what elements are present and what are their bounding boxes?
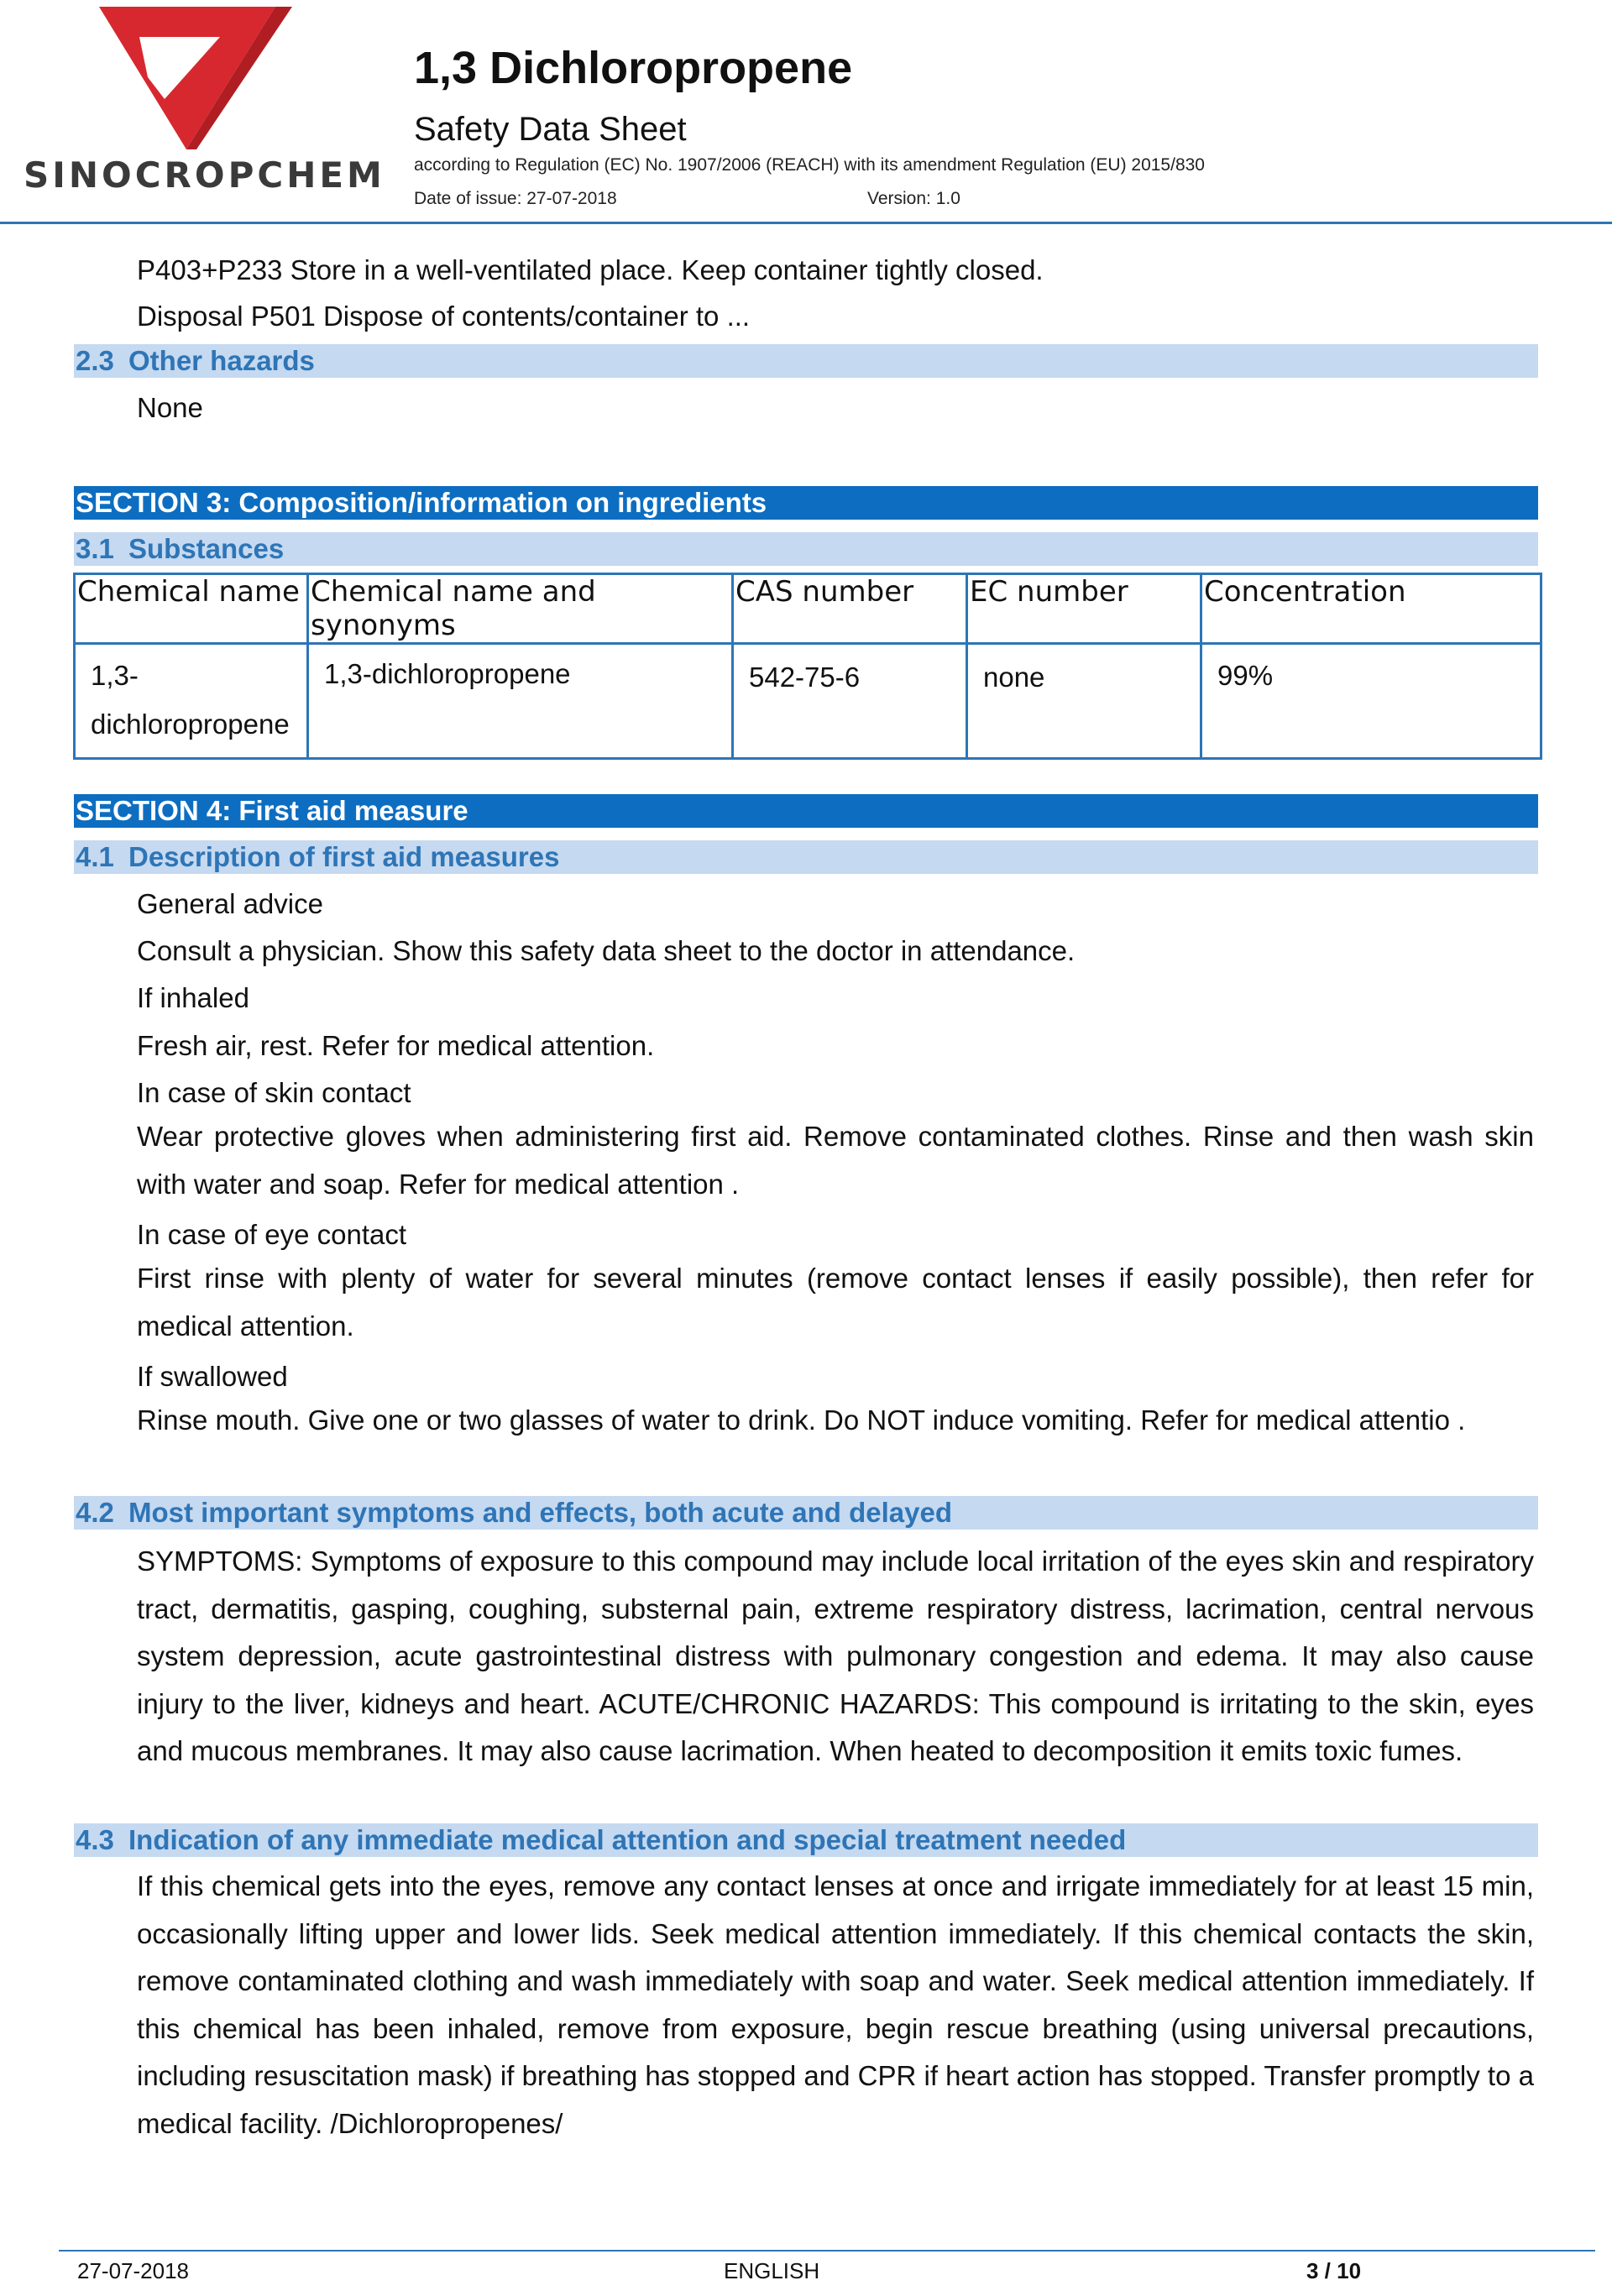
storage-statement: P403+P233 Store in a well-ventilated place. Keep container tightly closed. [137, 254, 1044, 285]
medical-attention-text: If this chemical gets into the eyes, remove any contact lenses at once and irrigate immediately for at least 15 min, occasionally lifting upper and lower lids. Seek medical attention immediately. If this chemical contacts the skin, remove contaminated clothing and wash immediately with soap and water. Seek medical attention immediately. If this chemical has been inhaled, remove from exposure, begin rescue breathing (using universal precautions, including resuscitation mask) if breathing has stopped and CPR if heart action has stopped. Transfer promptly to a medical facility. /Dichloropropenes/ [137, 1870, 1534, 2139]
footer-language: ENGLISH [724, 2258, 820, 2283]
regulation-note: according to Regulation (EC) No. 1907/2006 (REACH) with its amendment Regulation (EU) 2015/830 [414, 155, 1205, 175]
subsection-title-medical-attention: Indication of any immediate medical attention and special treatment needed [128, 1824, 1127, 1855]
other-hazards-body: None [137, 392, 203, 423]
composition-table [73, 573, 1542, 760]
table-row [75, 644, 1541, 759]
subsection-title-other-hazards: Other hazards [128, 345, 315, 376]
subsection-title-first-aid: Description of first aid measures [128, 841, 560, 872]
general-advice-text: Consult a physician. Show this safety data sheet to the doctor in attendance. [137, 935, 1076, 966]
document-title: 1,3 Dichloropropene [414, 43, 853, 93]
subsection-title-symptoms: Most important symptoms and effects, both acute and delayed [128, 1497, 952, 1528]
cell-line: 1,3- [91, 660, 139, 691]
subsection-number: 4.2 [76, 1497, 114, 1528]
inhaled-text: Fresh air, rest. Refer for medical attention. [137, 1030, 655, 1061]
version: Version: 1.0 [867, 189, 960, 208]
section-title-4: SECTION 4: First aid measure [76, 795, 468, 826]
table-cell [75, 644, 308, 759]
table-header-row [75, 574, 1541, 644]
table-cell [308, 644, 733, 759]
page-number: 3 / 10 [1306, 2258, 1362, 2283]
column-header: Concentration [1201, 574, 1541, 644]
general-advice-label: General advice [137, 888, 323, 919]
footer-divider [59, 2250, 1595, 2252]
skin-contact-text: Wear protective gloves when administering first aid. Remove contaminated clothes. Rinse and then wash skin with water and soap. Refer for medical attention . [137, 1121, 1534, 1200]
table-cell [733, 644, 967, 759]
eye-contact-text: First rinse with plenty of water for several minutes (remove contact lenses if easily possible), then refer for medical attention. [137, 1263, 1534, 1342]
date-of-issue: Date of issue: 27-07-2018 [414, 189, 617, 208]
disposal-statement: Disposal P501 Dispose of contents/container to ... [137, 301, 751, 332]
column-header: EC number [967, 574, 1201, 644]
skin-contact-label: In case of skin contact [137, 1077, 411, 1108]
footer-date: 27-07-2018 [77, 2258, 189, 2283]
symptoms-text: SYMPTOMS: Symptoms of exposure to this compound may include local irritation of the eyes skin and respiratory tract, dermatitis, gasping, coughing, substernal pain, extreme respiratory distress, lacrimation, central nervous system depression, acute gastrointestinal distress with pulmonary congestion and edema. It may also cause injury to the liver, kidneys and heart. ACUTE/CHRONIC HAZARDS: This compound is irritating to the skin, eyes and mucous membranes. It may also cause lacrimation. When heated to decomposition it emits toxic fumes. [137, 1545, 1534, 1766]
cell-text: 99% [1217, 660, 1274, 691]
cell-text: 1,3-dichloropropene [324, 658, 571, 689]
cell-text: 542-75-6 [749, 662, 861, 693]
subsection-number: 2.3 [76, 345, 114, 376]
cell-line: dichloropropene [91, 709, 290, 740]
logo-wordmark: SINOCROPCHEM [24, 154, 385, 196]
inhaled-label: If inhaled [137, 982, 249, 1013]
column-header: CAS number [733, 574, 967, 644]
subsection-bar-3-1 [74, 532, 1538, 566]
subsection-number: 4.3 [76, 1824, 114, 1855]
document-subtitle: Safety Data Sheet [414, 111, 687, 148]
subsection-number: 3.1 [76, 533, 114, 564]
swallowed-text: Rinse mouth. Give one or two glasses of water to drink. Do NOT induce vomiting. Refer for medical attentio . [137, 1404, 1466, 1436]
header-divider [0, 222, 1612, 224]
swallowed-label: If swallowed [137, 1361, 288, 1392]
section-title-3: SECTION 3: Composition/information on ingredients [76, 487, 767, 518]
table-cell [1201, 644, 1541, 759]
column-header: Chemical name [75, 574, 308, 644]
page-header [0, 0, 1612, 228]
column-header: Chemical name and synonyms [308, 574, 733, 644]
cell-text: none [983, 662, 1045, 693]
table-cell [967, 644, 1201, 759]
subsection-number: 4.1 [76, 841, 114, 872]
subsection-title-substances: Substances [128, 533, 285, 564]
eye-contact-label: In case of eye contact [137, 1219, 407, 1250]
